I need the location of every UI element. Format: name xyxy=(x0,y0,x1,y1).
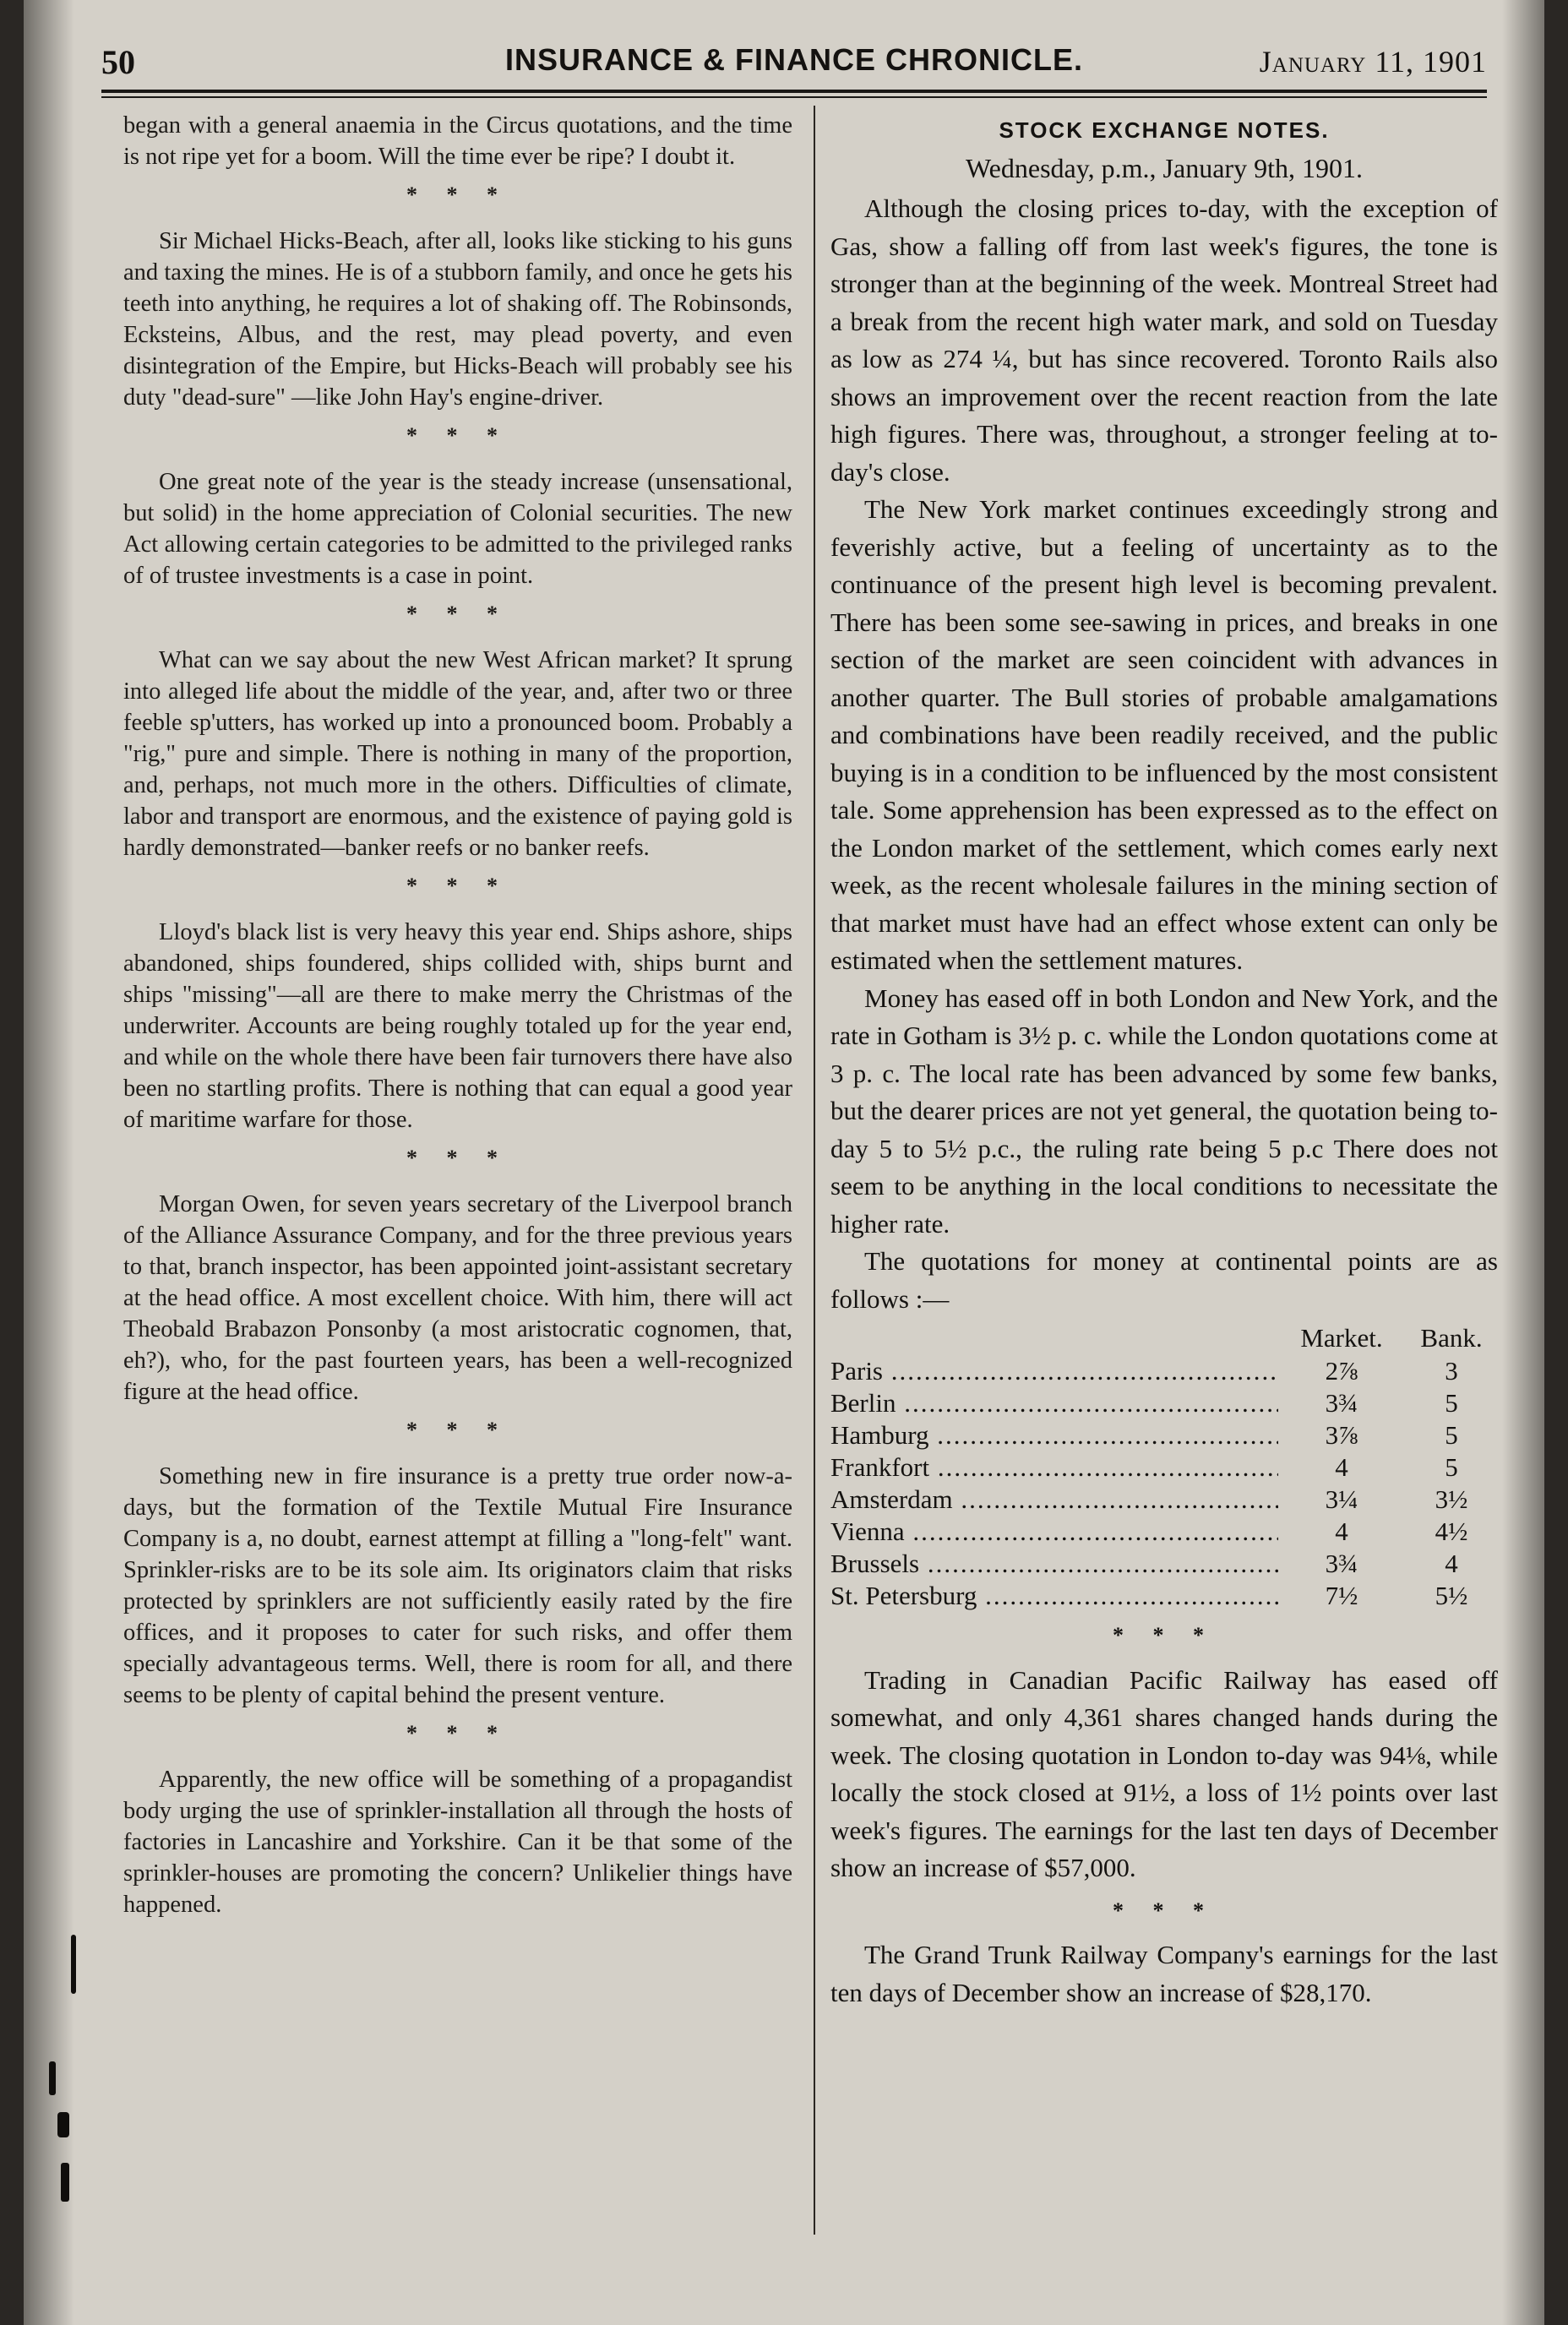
section-separator: * * * xyxy=(406,1418,509,1442)
market-rate: 3¼ xyxy=(1325,1484,1358,1514)
right-paragraph-2: The New York market continues exceedingly strong and feverishly active, but a feeling of uncertainty as to the continuance of the present high level is becoming prevalent. There has been some see-sawing in prices, and breaks in one section of the market are seen coincident with advances in another quarter. The Bull stories of probable amalgamations and combinations have been readily received, and the public buying is in a condition to be influenced by the most consistent tale. Some apprehension has been expressed as to the effect on the London market of the settlement, which comes early next week, as the recent wholesale failures in the mining section of that market must have had an effect whose extent can only be estimated when the settlement matures. xyxy=(830,494,1498,975)
column-header-market: Market. xyxy=(1300,1323,1383,1353)
city-name: St. Petersburg ..... xyxy=(830,1580,1278,1612)
section-separator: * * * xyxy=(406,182,509,207)
page-edge-shadow-right xyxy=(1502,0,1544,2325)
market-rate: 3¾ xyxy=(1325,1388,1358,1418)
table-row xyxy=(830,1548,1498,1580)
ink-speck xyxy=(57,2112,69,2137)
bank-rate: 5 xyxy=(1445,1388,1458,1418)
bank-rate: 4 xyxy=(1445,1549,1458,1578)
table-row xyxy=(830,1484,1498,1516)
left-paragraph-4: What can we say about the new West African market? It sprung into alleged life about the middle of the year, and, after two or three feeble sp'utters, has worked up into a pronounced boom. Probably a "rig," pure and simple. There is nothing in many of the proportion, and, perhaps, not much more in the others. Difficulties of climate, labor and transport are enormous, and the existence of paying gold is hardly demonstrated—banker reefs or no banker reefs. xyxy=(123,647,792,861)
left-paragraph-6: Morgan Owen, for seven years secretary of the Liverpool branch of the Alliance Assurance Company, and for the three previous years to that, branch inspector, has been appointed joint-assistant secretary at the head office. A most excellent choice. With him, there will act Theobald Brabazon Ponsonby (a most aristocratic cognomen, that, eh?), who, for the past fourteen years, has been a well-recognized figure at the head office. xyxy=(123,1191,792,1405)
right-paragraph-1: Although the closing prices to-day, with the exception of Gas, show a falling off from last week's figures, the tone is stronger than at the beginning of the week. Montreal Street had a break from the recent high water mark, and sold on Tuesday as low as 274 ¼, but has since recovered. Toronto Rails also shows an improvement over the recent reaction from the late high figures. There was, throughout, a stronger feeling at to-day's close. xyxy=(830,193,1498,487)
city-name: Amsterdam ..... xyxy=(830,1484,1278,1516)
city-name: Hamburg ..... xyxy=(830,1419,1278,1451)
bank-rate: 4½ xyxy=(1435,1516,1468,1546)
left-column xyxy=(123,110,792,1920)
section-separator: * * * xyxy=(406,1146,509,1170)
section-separator: * * * xyxy=(406,1721,509,1745)
left-paragraph-3: One great note of the year is the steady increase (unsensational, but solid) in the home appreciation of Colonial securities. The new Act allowing certain categories to be admitted to the privileged ranks of of trustee investments is a case in point. xyxy=(123,469,792,589)
right-paragraph-4: The quotations for money at continental points are as follows :— xyxy=(830,1246,1498,1314)
bank-rate: 5 xyxy=(1445,1452,1458,1482)
city-name: Brussels ..... xyxy=(830,1548,1278,1580)
table-row xyxy=(830,1419,1498,1451)
left-paragraph-2: Sir Michael Hicks-Beach, after all, looks like sticking to his guns and taxing the mines. He is of a stubborn family, and once he gets his teeth into anything, he requires a lot of shaking off. The Robinsonds, Ecksteins, Albus, and the rest, may plead poverty, and even disintegration of the Empire, but Hicks-Beach will probably see his duty "dead-sure" —like John Hay's engine-driver. xyxy=(123,228,792,411)
ink-speck xyxy=(61,2163,69,2202)
section-separator: * * * xyxy=(406,423,509,448)
left-paragraph-7: Something new in fire insurance is a pretty true order now-a-days, but the formation of the Textile Mutual Fire Insurance Company is a, no doubt, earnest attempt at filling a "long-felt" want. Sprinkler-risks are to be its sole aim. Its originators claim that risks protected by sprinklers are not sufficiently easily rated by the fire offices, and it proposes to cater for such risks, and offer them specially advantageous terms. Well, there is room for all, and there seems to be plenty of capital behind the present venture. xyxy=(123,1463,792,1708)
market-rate: 3⅞ xyxy=(1325,1420,1358,1450)
page-header xyxy=(101,42,1487,83)
left-paragraph-5: Lloyd's black list is very heavy this year end. Ships ashore, ships abandoned, ships foundered, ships collided with, ships burnt and ships "missing"—all are there to make merry the Christmas of the underwriter. Accounts are being roughly totaled up for the year end, and while on the whole there have been fair turnovers there have also been no startling profits. There is nothing that can equal a good year of maritime warfare for those. xyxy=(123,919,792,1133)
bank-rate: 3½ xyxy=(1435,1484,1468,1514)
money-rates-table xyxy=(830,1321,1498,1612)
section-separator: * * * xyxy=(406,602,509,626)
header-rule-thick xyxy=(101,90,1487,93)
rates-table-header xyxy=(830,1321,1498,1355)
bank-rate: 5 xyxy=(1445,1420,1458,1450)
ink-speck xyxy=(49,2061,56,2095)
right-paragraph-5: Trading in Canadian Pacific Railway has eased off somewhat, and only 4,361 shares changed hands during the week. The closing quotation in London to-day was 94⅛, while locally the stock closed at 91½, a loss of 1½ points over last week's figures. The earnings for the last ten days of December show an increase of $57,000. xyxy=(830,1664,1498,1882)
right-column xyxy=(830,108,1498,2012)
column-header-bank: Bank. xyxy=(1420,1323,1483,1353)
header-rule-thin xyxy=(101,96,1487,98)
market-rate: 4 xyxy=(1335,1516,1348,1546)
newspaper-page xyxy=(24,0,1544,2325)
right-paragraph-6: The Grand Trunk Railway Company's earnings for the last ten days of December show an increase of $28,170. xyxy=(830,1940,1498,2007)
section-title: STOCK EXCHANGE NOTES. xyxy=(999,117,1330,143)
market-rate: 3¾ xyxy=(1325,1549,1358,1578)
column-divider xyxy=(814,106,815,2235)
city-name: Vienna ..... xyxy=(830,1516,1278,1548)
table-row xyxy=(830,1580,1498,1612)
issue-date: January 11, 1901 xyxy=(1259,45,1487,79)
journal-title: INSURANCE & FINANCE CHRONICLE. xyxy=(504,42,1083,77)
bank-rate: 5½ xyxy=(1435,1581,1468,1610)
city-name: Frankfort ..... xyxy=(830,1451,1278,1484)
market-rate: 2⅞ xyxy=(1325,1356,1358,1386)
page-number: 50 xyxy=(101,43,135,81)
left-paragraph-1: began with a general anaemia in the Circus quotations, and the time is not ripe yet for a boom. Will the time ever be ripe? I doubt it. xyxy=(123,112,792,170)
section-separator: * * * xyxy=(1113,1898,1216,1923)
left-paragraph-8: Apparently, the new office will be something of a propagandist body urging the use of sprinkler-installation all through the hosts of factories in Lancashire and Yorkshire. Can it be that some of the sprinkler-houses are promoting the concern? Unlikelier things have happened. xyxy=(123,1767,792,1918)
city-name: Berlin ..... xyxy=(830,1387,1278,1419)
section-dateline: Wednesday, p.m., January 9th, 1901. xyxy=(966,152,1363,183)
section-separator: * * * xyxy=(1113,1623,1216,1647)
market-rate: 7½ xyxy=(1325,1581,1358,1610)
section-separator: * * * xyxy=(406,874,509,898)
ink-speck xyxy=(71,1935,76,1994)
bank-rate: 3 xyxy=(1445,1356,1458,1386)
table-row xyxy=(830,1355,1498,1387)
table-row xyxy=(830,1451,1498,1484)
right-paragraph-3: Money has eased off in both London and New York, and the rate in Gotham is 3½ p. c. while the London quotations come at 3 p. c. The local rate has been advanced by some few banks, but the dearer prices are not yet general, the quotation being to-day 5 to 5½ p.c., the ruling rate being 5 p.c There does not seem to be anything in the local conditions to necessitate the higher rate. xyxy=(830,983,1498,1239)
page-edge-shadow-left xyxy=(24,0,74,2325)
table-row xyxy=(830,1516,1498,1548)
market-rate: 4 xyxy=(1335,1452,1348,1482)
city-name: Paris ..... xyxy=(830,1355,1278,1387)
table-row xyxy=(830,1387,1498,1419)
